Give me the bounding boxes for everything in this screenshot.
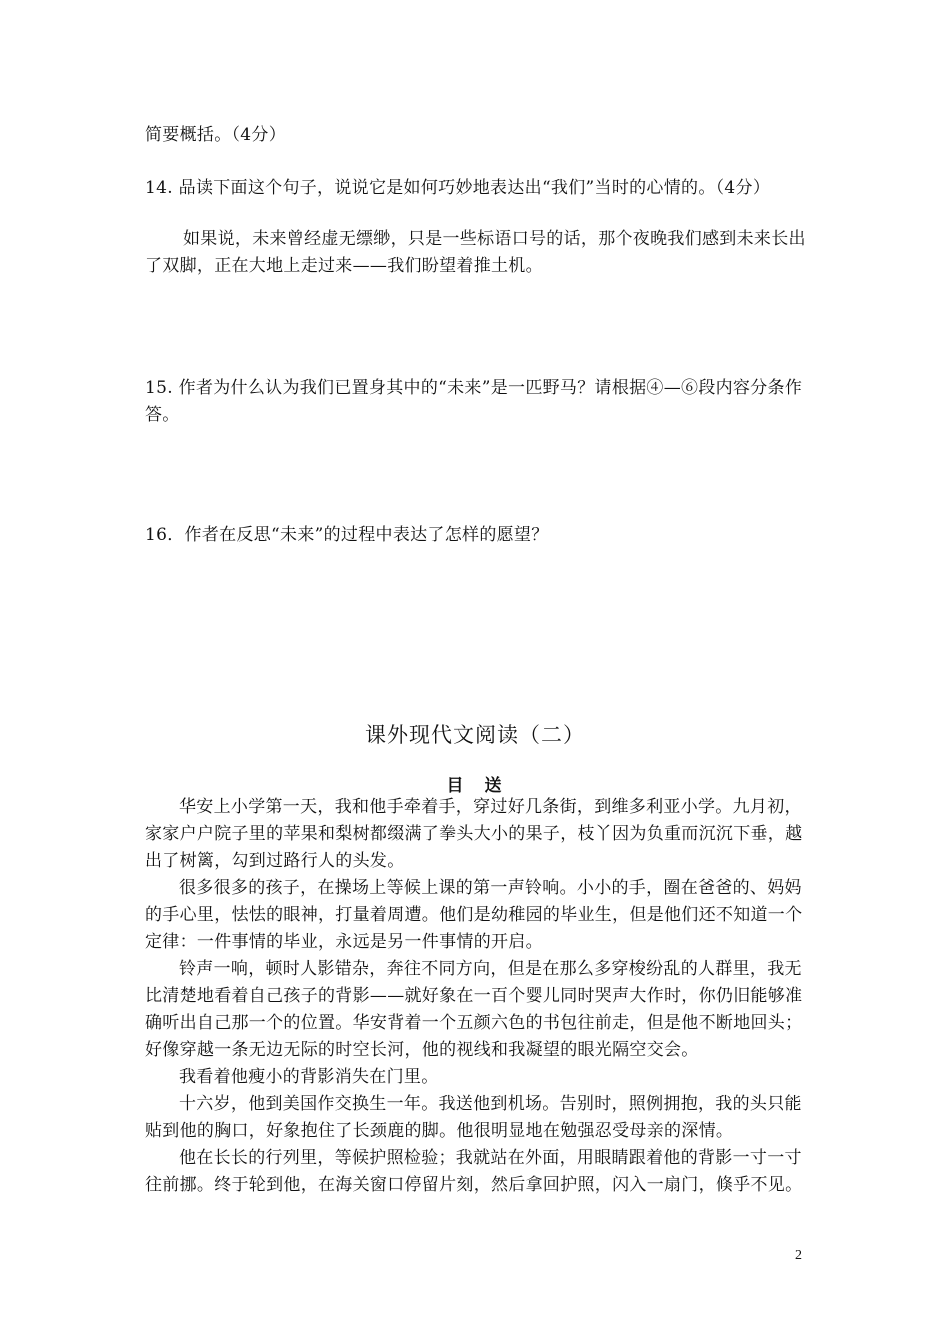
section-title: 课外现代文阅读（二）: [365, 723, 585, 747]
essay-paragraph: 他在长长的行列里，等候护照检验；我就站在外面，用眼睛跟着他的背影一寸一寸往前挪。终于轮到他，在海关窗口停留片刻，然后拿回护照，闪入一扇门，倏乎不见。: [145, 1148, 803, 1195]
essay-paragraph: 铃声一响，顿时人影错杂，奔往不同方向，但是在那么多穿梭纷乱的人群里，我无比清楚地看着自己孩子的背影——就好象在一百个婴儿同时哭声大作时，你仍旧能够准确听出自己那一个的位置。华安背着一个五颜六色的书包往前走，但是他不断地回头；好像穿越一条无边无际的时空长河，他的视线和我凝望的眼光隔空交会。: [145, 959, 803, 1060]
page-number: 2: [795, 1248, 802, 1263]
question-14-prompt: 14. 品读下面这个句子，说说它是如何巧妙地表达出“我们”当时的心情的。（4分）: [145, 178, 771, 198]
essay-paragraph: 我看着他瘦小的背影消失在门里。: [179, 1067, 439, 1087]
essay-paragraph: 华安上小学第一天，我和他手牵着手，穿过好几条街，到维多利亚小学。九月初，家家户户院子里的苹果和梨树都缀满了拳头大小的果子，枝丫因为负重而沉沉下垂，越出了树篱，勾到过路行人的头发。: [145, 797, 803, 871]
essay-body: [145, 794, 810, 1199]
essay-paragraph: 十六岁，他到美国作交换生一年。我送他到机场。告别时，照例拥抱，我的头只能贴到他的胸口，好象抱住了长颈鹿的脚。他很明显地在勉强忍受母亲的深情。: [145, 1094, 802, 1141]
question-16-prompt: 16．作者在反思“未来”的过程中表达了怎样的愿望？: [145, 525, 549, 545]
question-14-quote: 如果说，未来曾经虚无缥缈，只是一些标语口号的话，那个夜晚我们感到未来长出了双脚，正在大地上走过来——我们盼望着推土机。: [145, 229, 806, 276]
previous-question-tail: 简要概括。（4分）: [145, 125, 287, 145]
question-15-prompt: 15. 作者为什么认为我们已置身其中的“未来”是一匹野马？请根据④—⑥段内容分条作答。: [145, 378, 803, 425]
essay-title: 目 送: [446, 776, 504, 796]
essay-paragraph: 很多很多的孩子，在操场上等候上课的第一声铃响。小小的手，圈在爸爸的、妈妈的手心里，怯怯的眼神，打量着周遭。他们是幼稚园的毕业生，但是他们还不知道一个定律：一件事情的毕业，永远是另一件事情的开启。: [145, 878, 803, 952]
